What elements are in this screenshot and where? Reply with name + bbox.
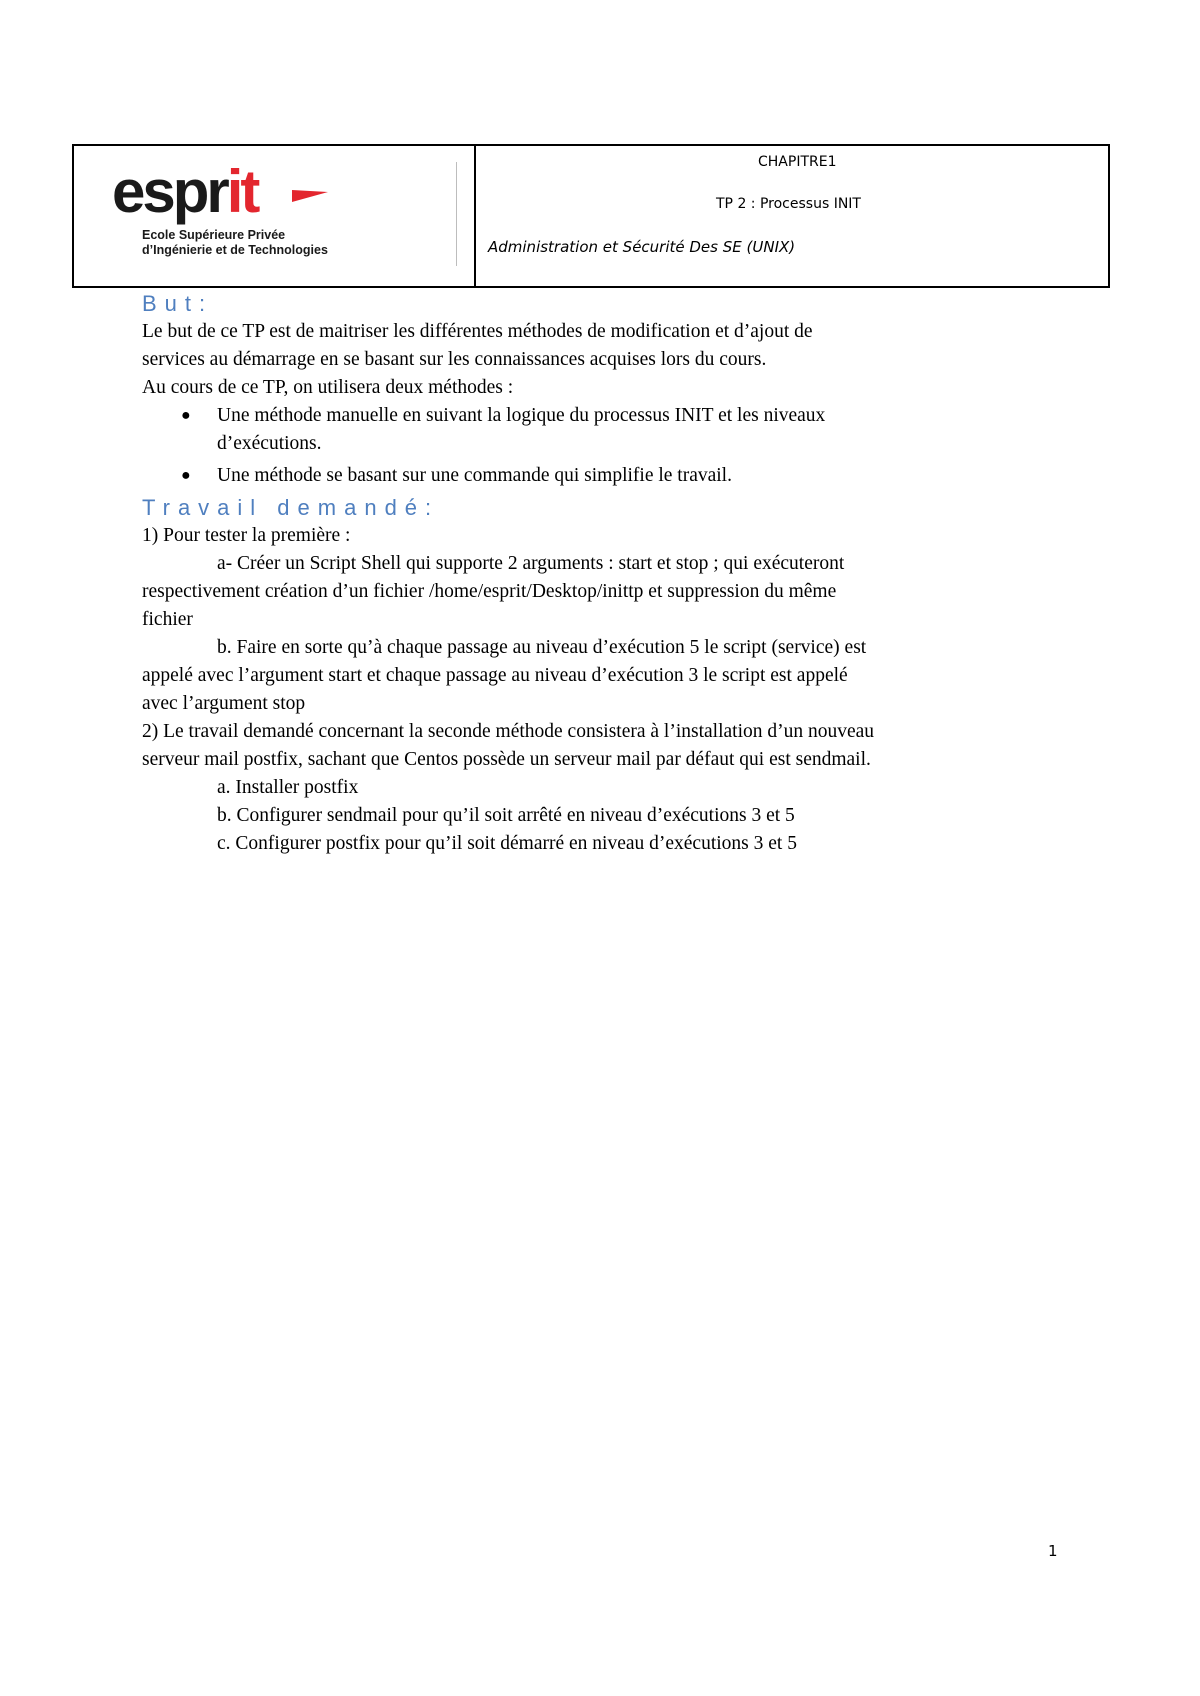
section-title-travail: Travail demandé: xyxy=(142,495,440,520)
q1b-line-2: appelé avec l’argument start et chaque passage au niveau d’exécution 3 le script est appelé xyxy=(142,665,848,686)
q1b-line-3: avec l’argument stop xyxy=(142,693,306,714)
logo-word-main: espr xyxy=(112,158,227,225)
flag-icon xyxy=(290,182,330,208)
q1b-line-1: b. Faire en sorte qu’à chaque passage au niveau d’exécution 5 le script (service) est xyxy=(217,637,867,658)
q2-line-2: serveur mail postfix, sachant que Centos possède un serveur mail par défaut qui est sendmail. xyxy=(142,749,871,770)
esprit-logo xyxy=(110,158,430,272)
document-body xyxy=(142,290,1082,858)
logo-wordmark xyxy=(112,158,258,225)
bullet-1-line-2: d’exécutions. xyxy=(217,433,322,454)
intro-line-2: services au démarrage en se basant sur les connaissances acquises lors du cours. xyxy=(142,349,767,370)
bullet-1-line-1: Une méthode manuelle en suivant la logique du processus INIT et les niveaux xyxy=(217,405,826,426)
q2-item-a: a. Installer postfix xyxy=(217,777,359,798)
q2-line-1: 2) Le travail demandé concernant la seconde méthode consistera à l’installation d’un nouveau xyxy=(142,721,875,742)
header-logo-cell xyxy=(74,146,476,286)
methods-intro: Au cours de ce TP, on utilisera deux méthodes : xyxy=(142,377,514,398)
q1a-line-2: respectivement création d’un fichier /home/esprit/Desktop/inittp et suppression du même xyxy=(142,581,837,602)
logo-subtitle-line2: d’Ingénierie et de Technologies xyxy=(142,243,328,257)
q2-item-b: b. Configurer sendmail pour qu’il soit arrêté en niveau d’exécutions 3 et 5 xyxy=(217,805,795,826)
list-item xyxy=(181,402,1082,458)
chapter-label: CHAPITRE1 xyxy=(758,154,837,170)
page-number: 1 xyxy=(1048,1542,1058,1560)
q1a-line-3: fichier xyxy=(142,609,193,630)
header-table xyxy=(72,144,1110,288)
bullet-icon: ● xyxy=(181,407,191,424)
logo-subtitle-line1: Ecole Supérieure Privée xyxy=(142,228,286,242)
tp-title: TP 2 : Processus INIT xyxy=(716,196,861,212)
q1-title: 1) Pour tester la première : xyxy=(142,525,351,546)
logo-word-accent: it xyxy=(226,158,258,225)
bullet-icon: ● xyxy=(181,467,191,484)
bullet-2-line-1: Une méthode se basant sur une commande qui simplifie le travail. xyxy=(217,465,732,486)
header-info-cell xyxy=(476,146,1108,286)
methods-list xyxy=(142,402,1082,490)
course-subject: Administration et Sécurité Des SE (UNIX) xyxy=(488,238,796,256)
intro-line-1: Le but de ce TP est de maitriser les différentes méthodes de modification et d’ajout de xyxy=(142,321,813,342)
q2-item-c: c. Configurer postfix pour qu’il soit démarré en niveau d’exécutions 3 et 5 xyxy=(217,833,797,854)
q1a-line-1: a- Créer un Script Shell qui supporte 2 arguments : start et stop ; qui exécuteront xyxy=(217,553,845,574)
list-item xyxy=(181,462,1082,490)
logo-divider xyxy=(456,162,457,266)
section-title-but: But: xyxy=(142,291,214,316)
